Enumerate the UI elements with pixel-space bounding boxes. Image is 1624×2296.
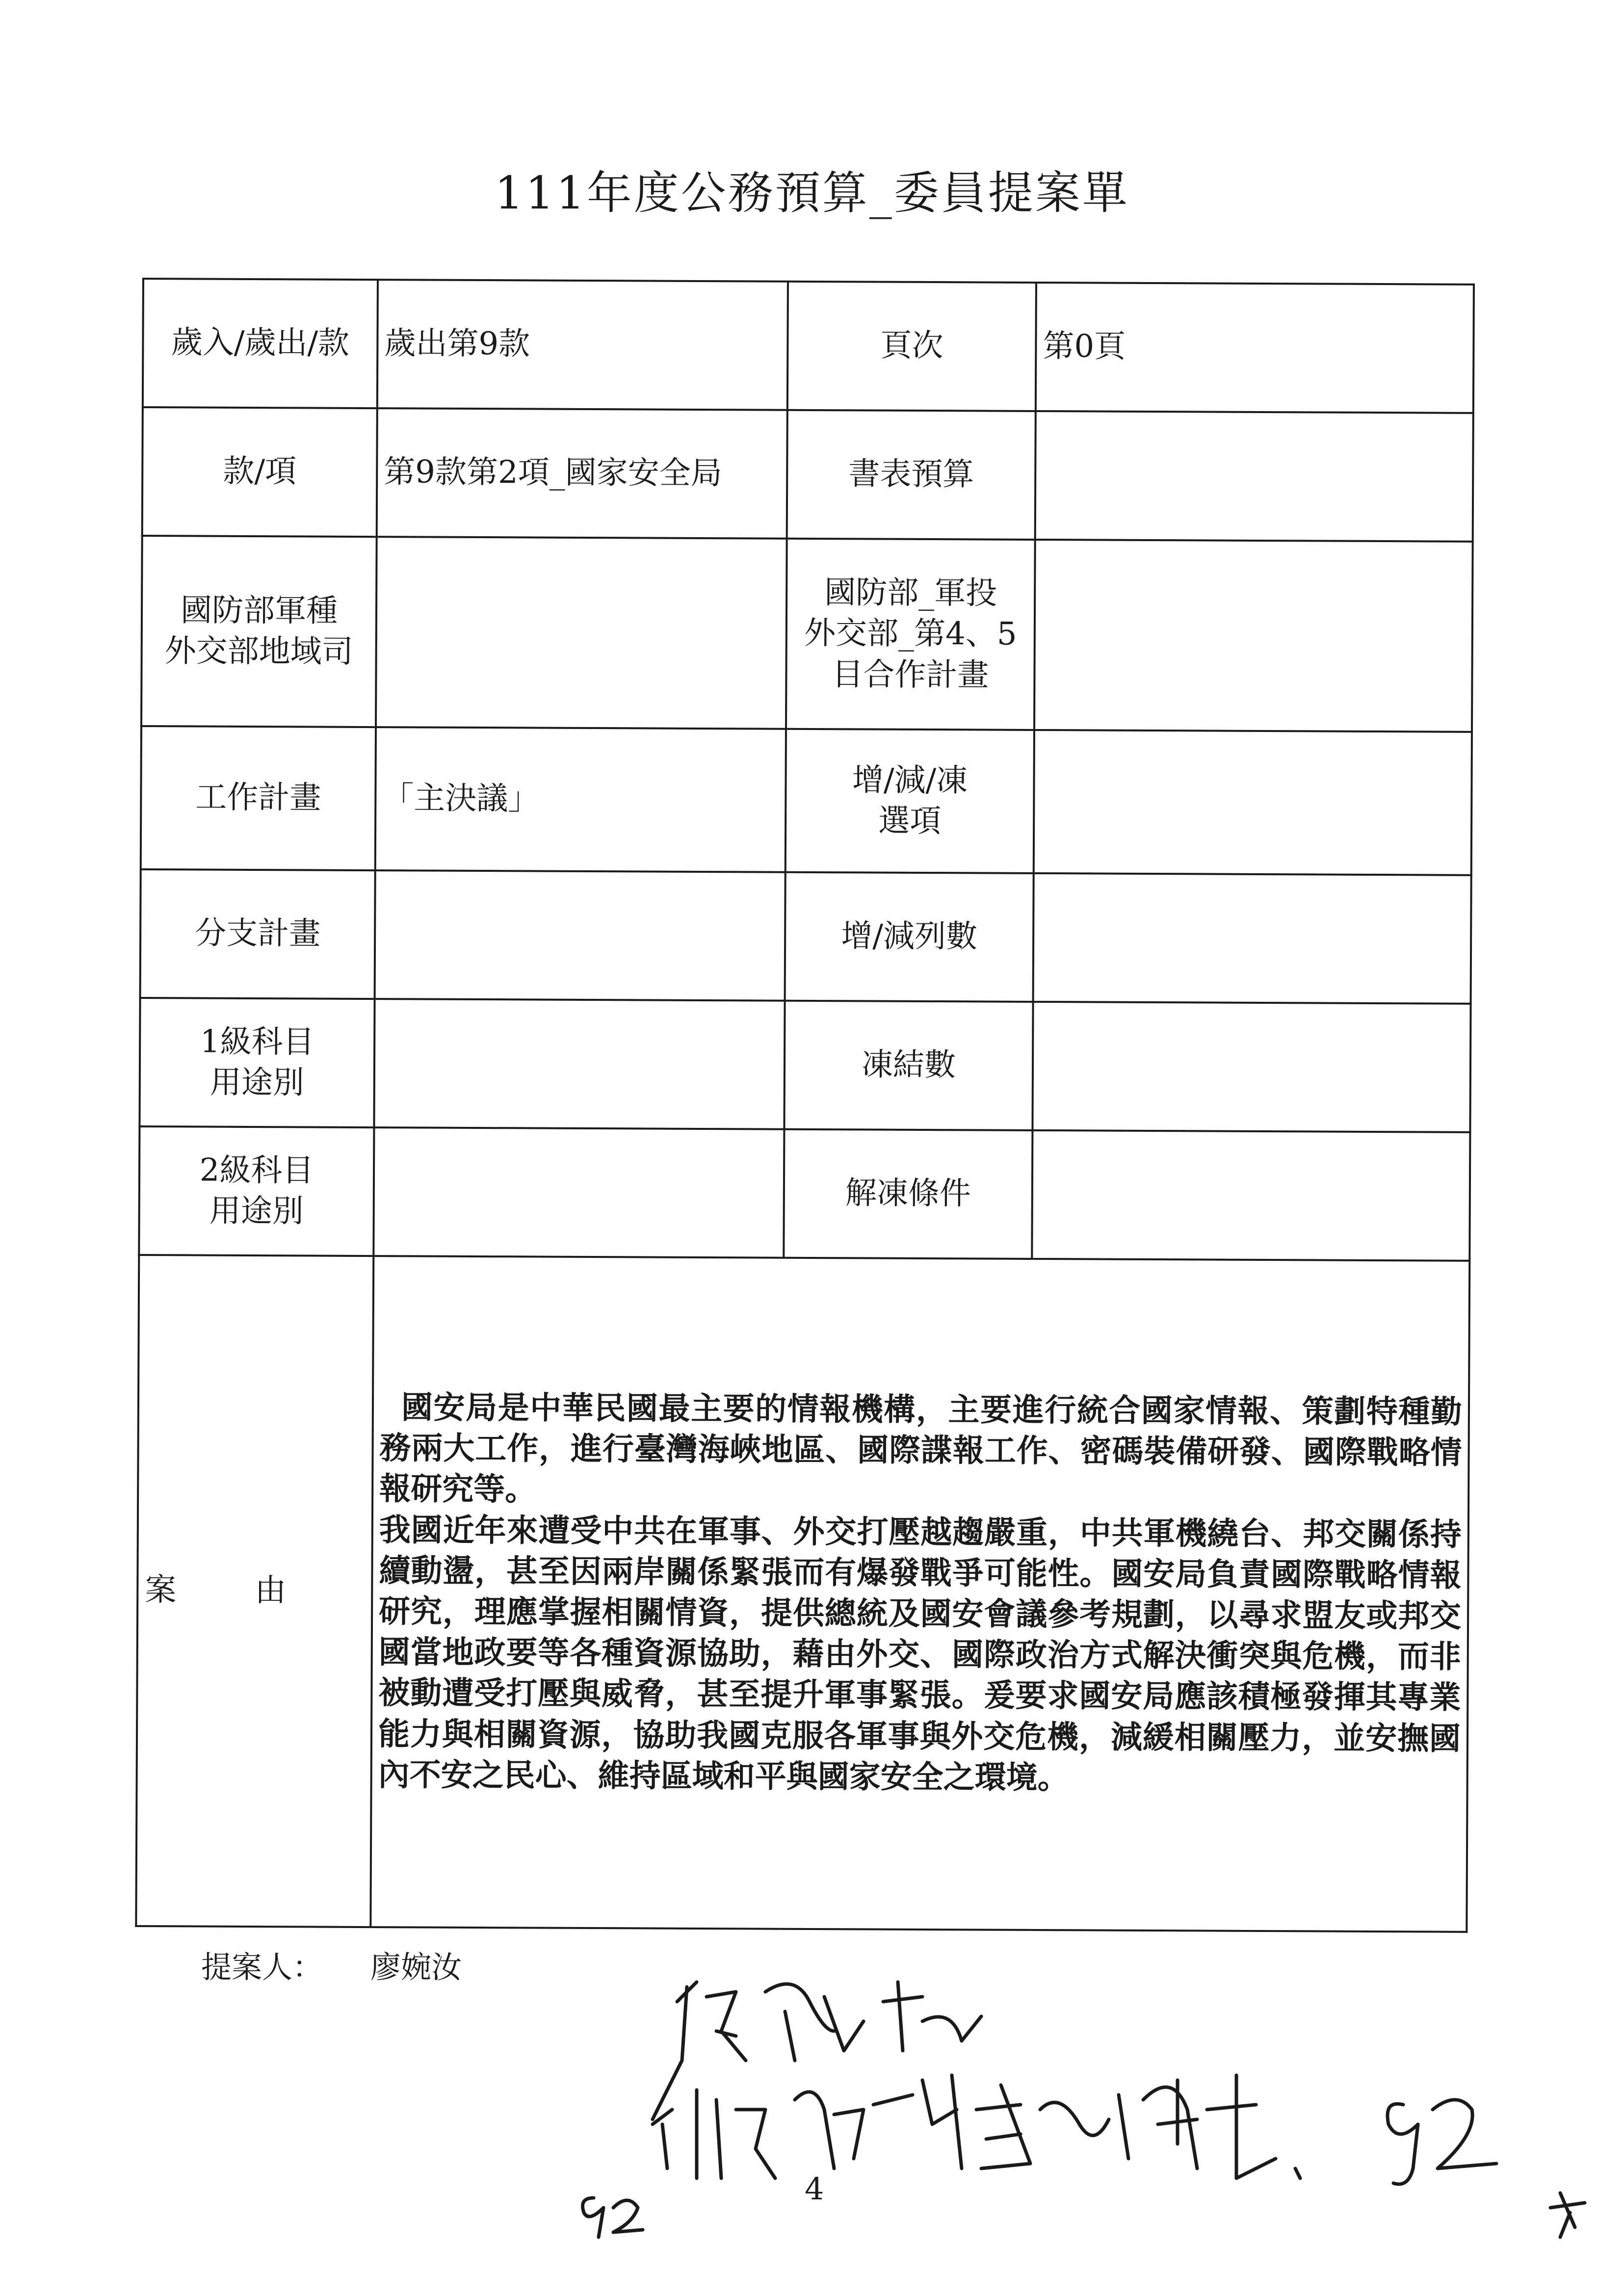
field-label-page: 頁次 <box>787 282 1036 411</box>
reason-paragraph-2: 我國近年來遭受中共在軍事、外交打壓越趨嚴重，中共軍機繞台、邦交關係持續動盪，甚至因兩岸關係緊張而有爆發戰爭可能性。國安局負責國際戰略情報研究，理應掌握相關情資，提供總統及國安會議參考規劃，以尋求盟友或邦交國當地政要等各種資源協助，藉由外交、國際政治方式解決衝突與危機，而非被動遭受打壓與威脅，甚至提升軍事緊張。爰要求國安局應該積極發揮其專業能力與相關資源，協助我國克服各軍事與外交危機，減緩相關壓力，並安撫國內不安之民心、維持區域和平與國家安全之環境。 <box>378 1512 1462 1797</box>
field-label-unfreeze-condition: 解凍條件 <box>784 1129 1032 1259</box>
field-label-section: 歲入/歲出/款 <box>143 279 378 408</box>
signature-stroke <box>765 1984 864 2061</box>
field-label-statement-budget: 書表預算 <box>787 410 1036 540</box>
field-label-adjust-option: 增/減/凍 選項 <box>786 729 1034 873</box>
field-label-level2-subject: 2級科目 用途別 <box>139 1126 374 1256</box>
signature-stroke <box>1388 2104 1418 2184</box>
signature-stroke <box>1143 2075 1276 2178</box>
field-label-cooperation-plan: 國防部_軍投 外交部_第4、5 目合作計畫 <box>786 539 1035 730</box>
field-label-level1-subject: 1級科目 用途別 <box>139 998 374 1127</box>
signature-stroke <box>1433 2100 1496 2168</box>
field-label-frozen-amount: 凍結數 <box>784 1001 1033 1130</box>
signature-stroke <box>922 2075 1030 2168</box>
proposer-name: 廖婉汝 <box>370 1949 462 1985</box>
field-value-work-plan: 「主決議」 <box>375 727 786 872</box>
signature-stroke <box>1040 2095 1128 2159</box>
field-value-section: 歲出第9款 <box>377 280 788 410</box>
signature-stroke <box>883 1982 981 2051</box>
signature-stroke <box>653 1982 746 2119</box>
proposer-label: 提案人： <box>201 1949 323 1985</box>
reason-label: 案由 <box>136 1255 373 1927</box>
field-label-branch-plan: 分支計畫 <box>140 869 375 999</box>
field-label-adjust-amount: 增/減列數 <box>785 872 1034 1002</box>
signature-stroke <box>1550 2193 1585 2237</box>
signature-stroke <box>795 2092 913 2168</box>
page-number: 4 <box>805 2171 824 2207</box>
field-label-item: 款/項 <box>142 407 377 537</box>
signature-stroke <box>1295 2168 1300 2178</box>
signature-stroke <box>583 2198 643 2237</box>
field-label-work-plan: 工作計畫 <box>141 726 376 870</box>
field-value-page: 第0頁 <box>1036 283 1474 413</box>
field-label-department: 國防部軍種 外交部地域司 <box>141 536 377 727</box>
signature-stroke <box>653 2090 775 2178</box>
field-value-item: 第9款第2項_國家安全局 <box>377 408 787 539</box>
page-title: 111年度公務預算_委員提案單 <box>495 167 1129 219</box>
reason-paragraph-1: 國安局是中華民國最主要的情報機構，主要進行統合國家情報、策劃特種勤務兩大工作，進行臺灣海峽地區、國際諜報工作、密碼裝備研發、國際戰略情報研究等。 <box>379 1389 1463 1508</box>
